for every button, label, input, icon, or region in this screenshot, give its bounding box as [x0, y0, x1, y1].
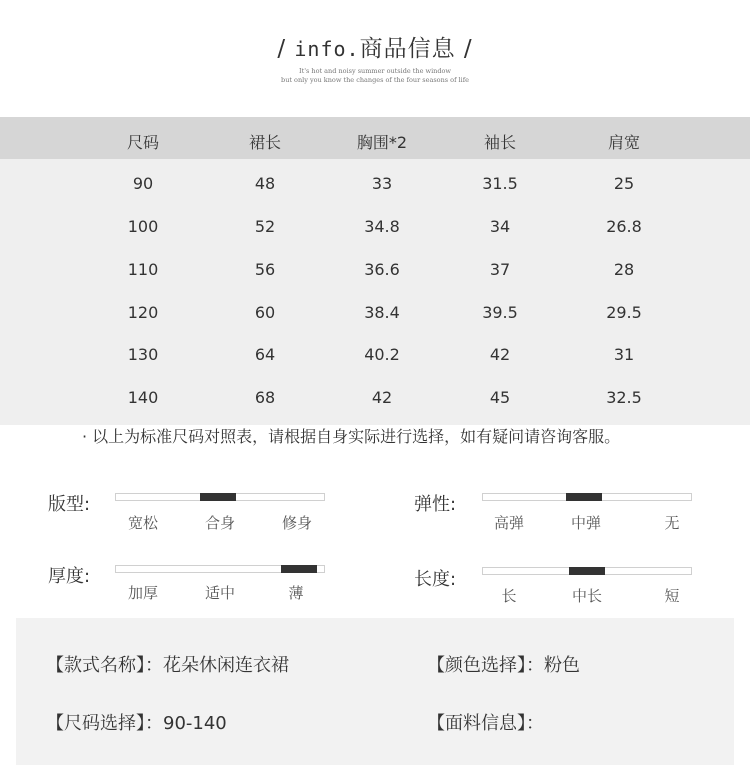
table-cell: 31.5 — [482, 174, 518, 193]
elasticity-label: 弹性: — [414, 494, 457, 515]
thickness-option-thin: 薄 — [288, 584, 304, 602]
table-cell: 40.2 — [364, 345, 400, 364]
table-cell: 64 — [254, 345, 276, 364]
elasticity-option-high: 高弹 — [493, 514, 524, 532]
title-en: info. — [294, 37, 360, 61]
title-cn: 商品信息 — [359, 36, 456, 62]
thickness-option-thick: 加厚 — [127, 584, 158, 602]
table-cell: 36.6 — [364, 260, 400, 279]
table-cell: 38.4 — [364, 303, 400, 322]
table-cell: 25 — [613, 174, 635, 193]
size-note: · 以上为标准尺码对照表，请根据自身实际进行选择，如有疑问请咨询客服。 — [82, 427, 621, 446]
column-header-skirt-length: 裙长 — [248, 133, 281, 152]
length-option-short: 短 — [664, 587, 680, 605]
title-prefix: / — [277, 36, 295, 62]
column-header-sleeve: 袖长 — [483, 133, 516, 152]
table-cell: 60 — [254, 303, 276, 322]
thickness-label: 厚度: — [48, 566, 91, 587]
table-cell: 34 — [489, 217, 511, 236]
size-value: ：90-140 — [145, 713, 227, 734]
fabric-row — [427, 709, 544, 735]
fit-option-loose: 宽松 — [127, 514, 158, 532]
slogan-line-2: but only you know the changes of the four seasons of life — [281, 76, 469, 84]
thickness-option-medium: 适中 — [204, 584, 235, 602]
table-cell: 37 — [489, 260, 511, 279]
length-label: 长度: — [414, 569, 457, 590]
fit-option-regular: 合身 — [204, 514, 235, 532]
size-table-header — [0, 117, 750, 159]
table-cell: 130 — [127, 345, 159, 364]
table-cell: 100 — [127, 217, 159, 236]
table-cell: 42 — [489, 345, 511, 364]
color-row — [427, 651, 580, 677]
table-cell: 110 — [127, 260, 159, 279]
length-option-midi: 中长 — [571, 587, 602, 605]
table-cell: 29.5 — [606, 303, 642, 322]
column-header-bust: 胸围*2 — [356, 133, 408, 152]
table-cell: 52 — [254, 217, 276, 236]
thickness-indicator — [281, 565, 317, 573]
fit-label: 版型: — [48, 494, 91, 515]
size-label: 【尺码选择】 — [46, 713, 145, 734]
column-header-size: 尺码 — [126, 133, 159, 152]
style-name-row — [46, 651, 289, 677]
fit-indicator — [200, 493, 236, 501]
table-cell: 56 — [254, 260, 276, 279]
length-indicator — [569, 567, 605, 575]
table-cell: 120 — [127, 303, 159, 322]
elasticity-indicator — [566, 493, 602, 501]
fit-option-slim: 修身 — [281, 514, 312, 532]
table-cell: 39.5 — [482, 303, 518, 322]
table-cell: 34.8 — [364, 217, 400, 236]
table-cell: 31 — [613, 345, 635, 364]
style-name-value: ：花朵休闲连衣裙 — [145, 655, 289, 676]
fabric-label: 【面料信息】 — [427, 713, 526, 734]
table-cell: 45 — [489, 388, 511, 407]
info-header — [0, 0, 750, 110]
length-option-long: 长 — [501, 587, 517, 605]
product-info-box — [16, 618, 734, 765]
style-name-label: 【款式名称】 — [46, 655, 145, 676]
section-title — [0, 30, 750, 63]
table-cell: 33 — [371, 174, 393, 193]
title-suffix: / — [455, 36, 473, 62]
color-label: 【颜色选择】 — [427, 655, 526, 676]
elasticity-option-medium: 中弹 — [570, 514, 601, 532]
column-header-shoulder: 肩宽 — [607, 133, 640, 152]
table-cell: 28 — [613, 260, 635, 279]
size-table — [0, 117, 750, 425]
table-cell: 32.5 — [606, 388, 642, 407]
table-cell: 140 — [127, 388, 159, 407]
table-cell: 26.8 — [606, 217, 642, 236]
slogan-line-1: It's hot and noisy summer outside the window — [299, 67, 451, 75]
size-row — [46, 709, 227, 735]
table-cell: 90 — [132, 174, 154, 193]
color-value: ：粉色 — [526, 655, 580, 676]
fabric-value: ： — [526, 713, 544, 734]
table-cell: 48 — [254, 174, 276, 193]
elasticity-option-none: 无 — [664, 514, 680, 532]
table-cell: 68 — [254, 388, 276, 407]
table-cell: 42 — [371, 388, 393, 407]
